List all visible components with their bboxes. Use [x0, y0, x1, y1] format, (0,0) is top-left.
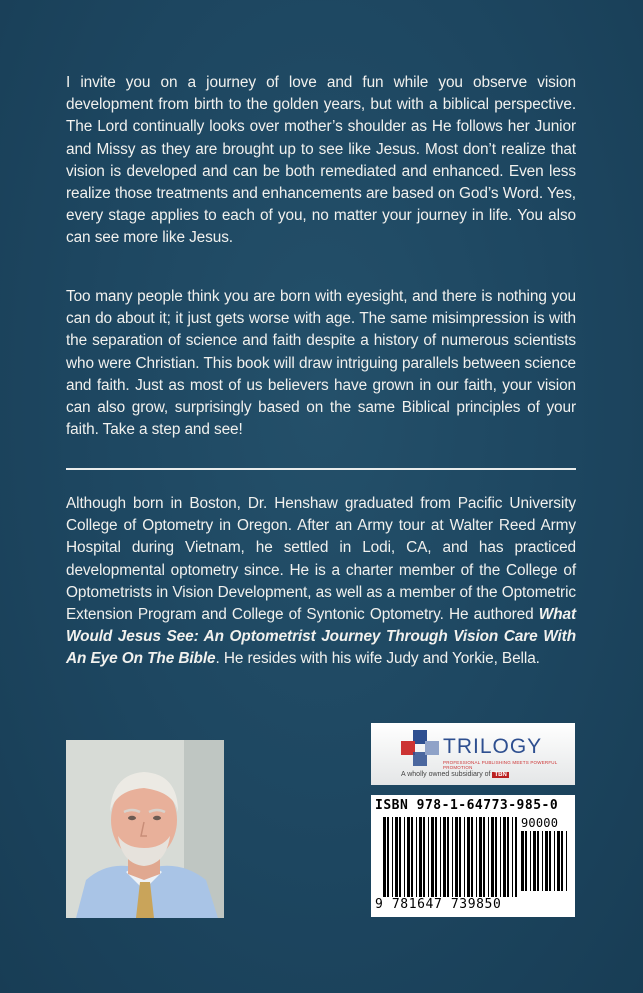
barcode-bar [525, 831, 527, 891]
isbn-barcode [371, 795, 575, 917]
barcode-bar [392, 817, 393, 897]
barcode-bar [549, 831, 551, 891]
barcode-bar [440, 817, 441, 897]
barcode-bar [488, 817, 489, 897]
barcode-bar [537, 831, 539, 891]
barcode-bar [512, 817, 513, 897]
barcode-bar [530, 831, 531, 891]
barcode-bar [404, 817, 405, 897]
barcode-bar [455, 817, 458, 897]
barcode-bar [566, 831, 567, 891]
barcode-bar [542, 831, 543, 891]
barcode-bar [407, 817, 410, 897]
tbn-badge: TBN [494, 772, 507, 778]
barcode-bar [435, 817, 437, 897]
barcode-bar [557, 831, 560, 891]
barcode-bar [491, 817, 494, 897]
barcode-bar [443, 817, 446, 897]
trilogy-logo-icon [401, 730, 439, 766]
barcode-bar [495, 817, 497, 897]
barcode-bar [471, 817, 473, 897]
blurb-paragraph-1: I invite you on a journey of love and fun while you observe vision development from birth to the golden years, but with a biblical perspective. The Lord continually looks over mother’s shoulder as He follows her Junior and Missy as they are brought up to see like Jesus. Most don’t realize that vision is developed and can be both remediated and enhanced. Even less realize those treatments and enhancements are based on God’s Word. Yes, every stage applies to each of you, no matter your journey in life. You also can see more like Jesus. [66, 74, 576, 247]
barcode-bar [554, 831, 555, 891]
barcode-bar [533, 831, 536, 891]
barcode-bar [383, 817, 386, 897]
barcode-bar [561, 831, 563, 891]
barcode-bar [416, 817, 417, 897]
barcode-bar [483, 817, 485, 897]
ean-digits: 9 781647 739850 [375, 897, 502, 912]
subsidiary-text: A wholly owned subsidiary of [401, 771, 491, 778]
blurb-paragraph-2: Too many people think you are born with eyesight, and there is nothing you can do about it; it just gets worse with age. The same misimpression is with the separation of science and faith despite a history of numerous scientists who were Christian. This book will draw intriguing parallels between science and faith. Just as most of us believers have grown in our faith, your vision can also grow, surprisingly based on the same Biblical principles of your faith. Take a step and see! [66, 288, 576, 439]
barcode-bar [395, 817, 398, 897]
publisher-logo [371, 723, 575, 785]
barcode-bar [423, 817, 425, 897]
barcode-bar [521, 831, 524, 891]
isbn-label: ISBN 978-1-64773-985-0 [375, 798, 559, 813]
author-bio-text: Although born in Boston, Dr. Henshaw graduated from Pacific University College of Optometry in Oregon. After an Army tour at Walter Reed Army Hospital during Vietnam, he settled in Lodi, CA, and has practiced developmental optometry since. He is a charter member of the College of Optometrists in Vision Development, as well as a member of the Optometric Extension Program and College of Syntonic Optometry. He authored [66, 495, 576, 624]
barcode-bar [447, 817, 449, 897]
section-divider [66, 468, 576, 470]
barcode-bar [479, 817, 482, 897]
barcode-bar [428, 817, 429, 897]
barcode-bar [411, 817, 413, 897]
barcode-bar [459, 817, 461, 897]
barcode-bar [419, 817, 422, 897]
barcode-bar [500, 817, 501, 897]
barcode-bar [507, 817, 509, 897]
barcode-bar [387, 817, 389, 897]
author-bio-closing: . He resides with his wife Judy and Yorkie, Bella. [215, 650, 540, 668]
publisher-name: TRILOGY [443, 735, 543, 758]
barcode-bar [476, 817, 477, 897]
publisher-tagline: PROFESSIONAL PUBLISHING MEETS POWERFUL PROMOTION [443, 760, 558, 770]
author-photo [66, 740, 224, 918]
barcode-bar [464, 817, 465, 897]
barcode-bar [515, 817, 517, 897]
barcode-bar [452, 817, 453, 897]
price-addon-digits: 90000 [521, 816, 559, 830]
barcode-bar [431, 817, 434, 897]
barcode-bar [503, 817, 506, 897]
author-bio [66, 493, 576, 671]
addon-barcode-bars [521, 831, 569, 891]
barcode-bar [545, 831, 548, 891]
barcode-bar [399, 817, 401, 897]
ean-barcode-bars [383, 817, 517, 897]
barcode-bar [467, 817, 470, 897]
publisher-subsidiary-line [401, 771, 509, 778]
author-book-title: What Would Jesus See: An Optometrist Journey Through Vision Care With An Eye On The Bible [66, 606, 576, 668]
